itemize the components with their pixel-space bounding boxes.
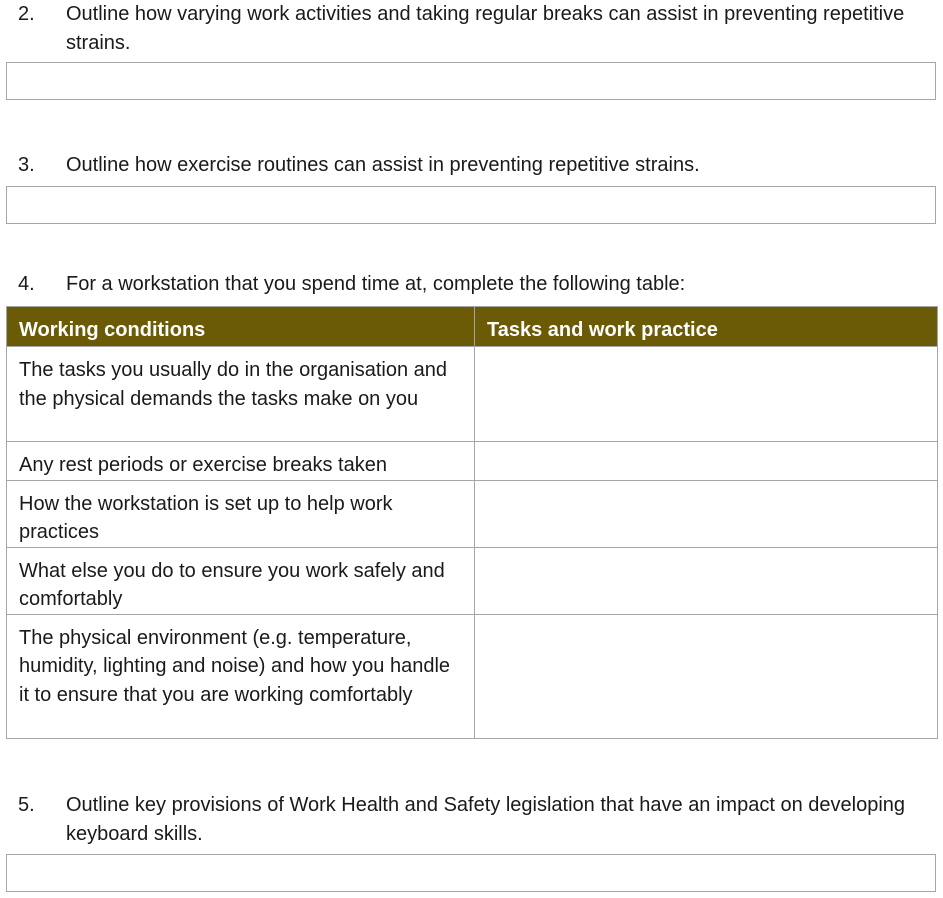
question-number: 2. [18,3,35,25]
question-text: Outline how exercise routines can assist in preventing repetitive strains. [66,154,700,176]
response-cell[interactable] [475,547,938,614]
answer-box-question-3[interactable] [6,186,936,224]
response-cell[interactable] [475,480,938,547]
table-row [7,547,938,614]
header-tasks-work-practice: Tasks and work practice [475,307,938,347]
table-row [7,442,938,481]
question-text: For a workstation that you spend time at, complete the following table: [66,273,686,295]
answer-box-question-2[interactable] [6,62,936,100]
question-text: Outline how varying work activities and taking regular breaks can assist in preventing repetitive strains. [66,3,905,54]
question-4 [18,270,918,299]
response-cell[interactable] [475,442,938,481]
question-text: Outline key provisions of Work Health and Safety legislation that have an impact on developing keyboard skills. [66,794,906,845]
condition-cell: What else you do to ensure you work safely and comfortably [7,547,475,614]
answer-box-question-5[interactable] [6,854,936,892]
question-2 [18,0,918,58]
condition-cell: Any rest periods or exercise breaks taken [7,442,475,481]
condition-cell: How the workstation is set up to help work practices [7,480,475,547]
header-working-conditions: Working conditions [7,307,475,347]
table-row [7,480,938,547]
question-5 [18,791,918,849]
condition-cell: The physical environment (e.g. temperature, humidity, lighting and noise) and how you handle it to ensure that you are working comfortably [7,614,475,738]
question-number: 3. [18,154,35,176]
response-cell[interactable] [475,614,938,738]
working-conditions-table [6,306,938,739]
table-header-row [7,307,938,347]
question-number: 4. [18,273,35,295]
question-number: 5. [18,794,35,816]
response-cell[interactable] [475,347,938,442]
question-3 [18,151,918,180]
table-row [7,347,938,442]
table-row [7,614,938,738]
condition-cell: The tasks you usually do in the organisation and the physical demands the tasks make on you [7,347,475,442]
